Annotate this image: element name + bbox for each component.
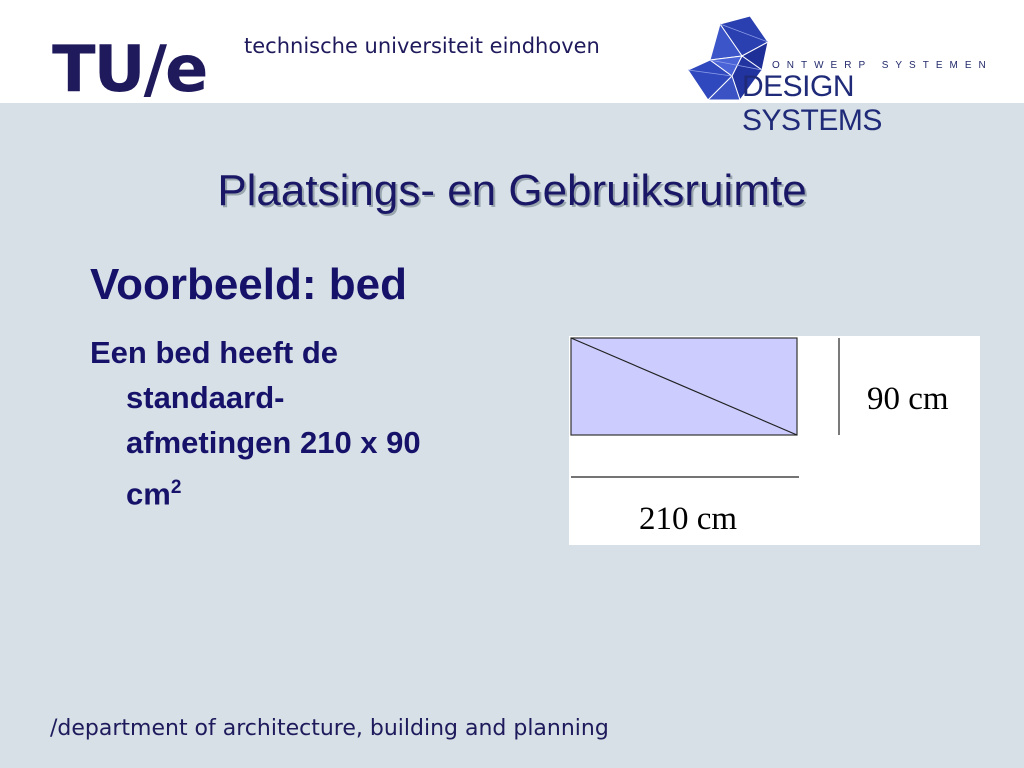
- body-line: Een bed heeft de: [90, 335, 339, 370]
- height-label: 90 cm: [867, 381, 949, 417]
- body-line: afmetingen 210 x 90: [126, 425, 421, 460]
- body-paragraph: [90, 330, 530, 516]
- design-systems-logo: [680, 14, 1000, 137]
- subheading: Voorbeeld: bed: [90, 260, 407, 309]
- partner-logo-tagline: ONTWERP SYSTEMEN: [772, 60, 993, 71]
- partner-logo-name: DESIGN SYSTEMS: [742, 70, 882, 137]
- slide-title: Plaatsings- en Gebruiksruimte: [217, 166, 807, 215]
- university-name: technische universiteit eindhoven: [244, 34, 600, 58]
- department-footer: /department of architecture, building and planning: [50, 716, 609, 741]
- body-line: cm: [126, 476, 171, 512]
- tue-logo: TU/e: [52, 33, 207, 107]
- body-line: standaard-: [126, 380, 285, 415]
- body-line-last: [90, 465, 530, 516]
- width-label: 210 cm: [639, 501, 738, 537]
- superscript: 2: [170, 477, 182, 498]
- slide-header: [0, 0, 1024, 137]
- bed-dimension-diagram: [569, 336, 980, 545]
